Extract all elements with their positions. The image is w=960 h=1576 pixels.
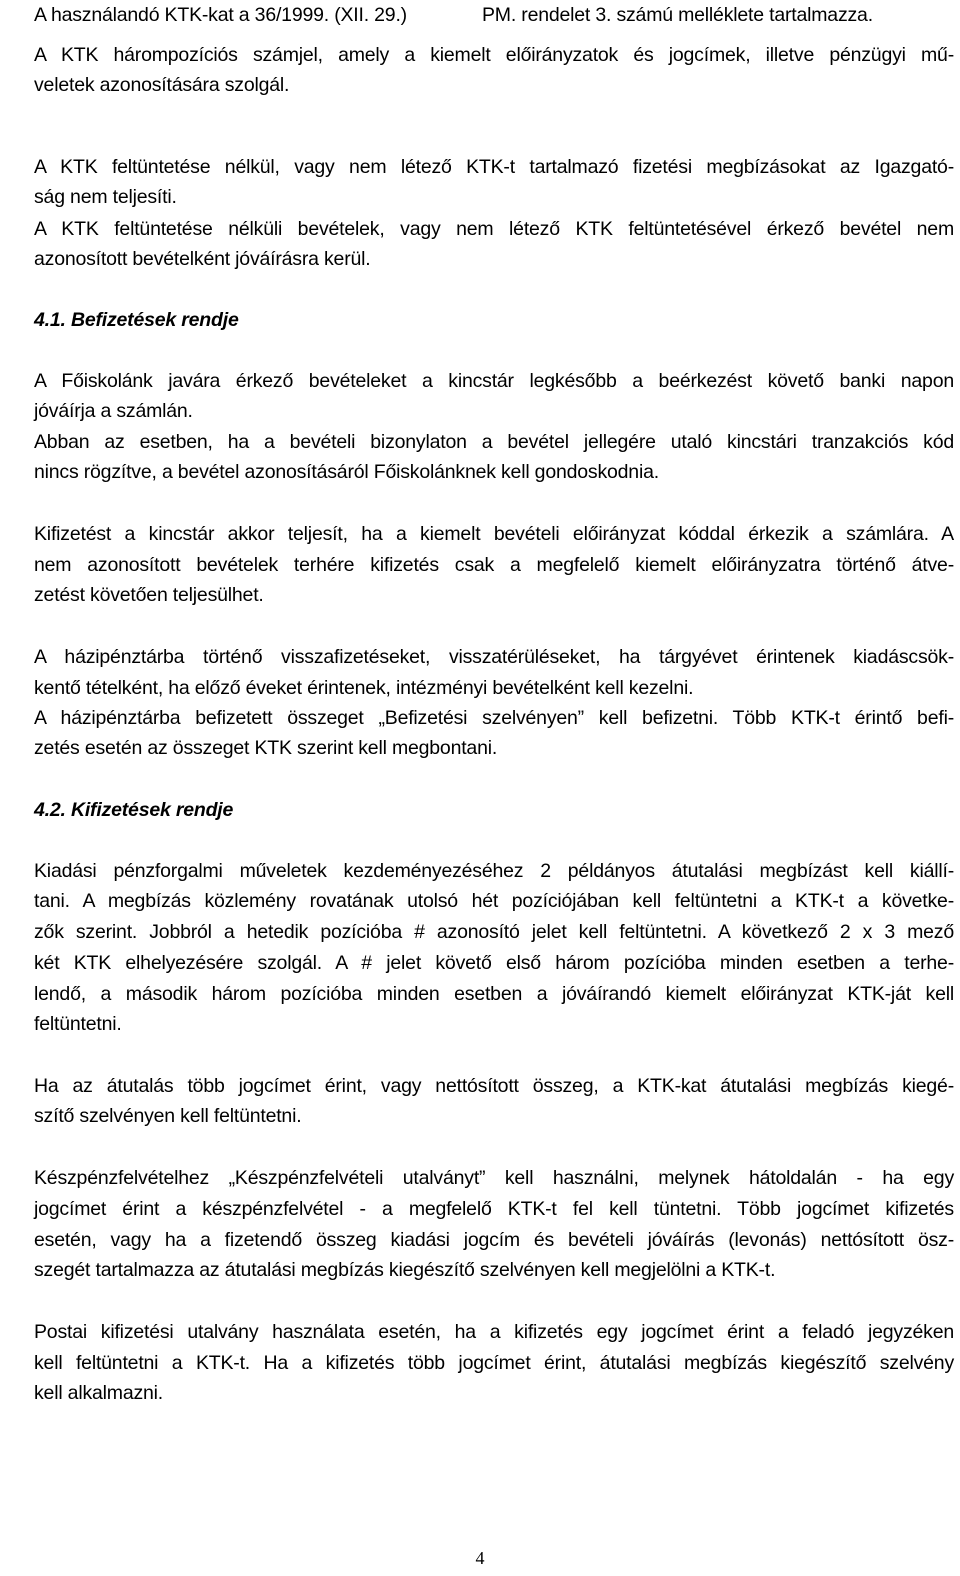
s41-p3-line-2: nem azonosított bevételek terhére kifizetés csak a megfelelő kiemelt előirányzatra történő átve-	[34, 554, 954, 576]
s42-p3-line-2: jogcímet érint a készpénzfelvétel - a megfelelő KTK-t fel kell tüntetni. Több jogcímet kifizetés	[34, 1198, 954, 1220]
s42-p1-line-5: lendő, a második három pozícióba minden esetben a jóváírandó kiemelt előirányzat KTK-ját kell	[34, 983, 954, 1005]
s41-p3-line-3: zetést követően teljesülhet.	[34, 584, 264, 606]
s41-p1-line-2: jóváírja a számlán.	[34, 400, 193, 422]
intro-p1-line-2: veletek azonosítására szolgál.	[34, 74, 290, 96]
s42-p1-line-1: Kiadási pénzforgalmi műveletek kezdeményezéséhez 2 példányos átutalási megbízást kell kiállí-	[34, 860, 954, 882]
s41-p1-line-1: A Főiskolánk javára érkező bevételeket a kincstár legkésőbb a beérkezést követő banki napon	[34, 370, 954, 392]
intro-p2-line-2: ság nem teljesíti.	[34, 186, 177, 208]
s42-p4-line-1: Postai kifizetési utalvány használata esetén, ha a kifizetés egy jogcímet érint a feladó jegyzéken	[34, 1321, 954, 1343]
s41-p5-line-2: zetés esetén az összeget KTK szerint kell megbontani.	[34, 737, 498, 759]
intro-line-1a: A használandó KTK-kat a 36/1999. (XII. 29.)	[34, 4, 407, 26]
s42-p1-line-4: két KTK elhelyezésére szolgál. A # jelet követő első három pozícióba minden esetben a terhe-	[34, 952, 954, 974]
s41-p3-line-1: Kifizetést a kincstár akkor teljesít, ha a kiemelt bevételi előirányzat kóddal érkezik a számlára. A	[34, 523, 954, 545]
s41-p2-line-1: Abban az esetben, ha a bevételi bizonylaton a bevétel jellegére utaló kincstári tranzakciós kód	[34, 431, 954, 453]
section-4-1-heading: 4.1. Befizetések rendje	[34, 309, 239, 331]
s42-p1-line-6: feltüntetni.	[34, 1013, 122, 1035]
s41-p5-line-1: A házipénztárba befizetett összeget „Befizetési szelvényen” kell befizetni. Több KTK-t érintő befi-	[34, 707, 954, 729]
s41-p4-line-1: A házipénztárba történő visszafizetéseket, visszatérüléseket, ha tárgyévet érintenek kiadáscsök-	[34, 646, 954, 668]
intro-p2-line-1: A KTK feltüntetése nélkül, vagy nem létező KTK-t tartalmazó fizetési megbízásokat az Igazgató-	[34, 156, 954, 178]
s41-p4-line-2: kentő tételként, ha előző éveket érintenek, intézményi bevételként kell kezelni.	[34, 677, 694, 699]
intro-line-1b: PM. rendelet 3. számú melléklete tartalmazza.	[482, 4, 873, 26]
s42-p4-line-3: kell alkalmazni.	[34, 1382, 164, 1404]
s42-p3-line-1: Készpénzfelvételhez „Készpénzfelvételi utalványt” kell használni, melynek hátoldalán - ha egy	[34, 1167, 954, 1189]
s42-p1-line-2: tani. A megbízás közlemény rovatának utolsó hét pozíciójában kell feltüntetni a KTK-t a követke-	[34, 890, 954, 912]
s42-p3-line-3: esetén, vagy ha a fizetendő összeg kiadási jogcím és bevételi jóváírás (levonás) nettósított ösz-	[34, 1229, 954, 1251]
s42-p1-line-3: zők szerint. Jobbról a hetedik pozícióba # azonosító jelet kell feltüntetni. A következő 2 x 3 mező	[34, 921, 954, 943]
intro-p3-line-2: azonosított bevételként jóváírásra kerül.	[34, 248, 371, 270]
section-4-2-heading: 4.2. Kifizetések rendje	[34, 799, 234, 821]
s42-p4-line-2: kell feltüntetni a KTK-t. Ha a kifizetés több jogcímet érint, átutalási megbízás kiegészítő szelvény	[34, 1352, 954, 1374]
s42-p2-line-1: Ha az átutalás több jogcímet érint, vagy nettósított összeg, a KTK-kat átutalási megbízás kiegé-	[34, 1075, 954, 1097]
s42-p2-line-2: szítő szelvényen kell feltüntetni.	[34, 1105, 302, 1127]
page-number: 4	[475, 1548, 485, 1568]
intro-p3-line-1: A KTK feltüntetése nélküli bevételek, vagy nem létező KTK feltüntetésével érkező bevétel nem	[34, 218, 954, 240]
intro-p1-line-1: A KTK hárompozíciós számjel, amely a kiemelt előirányzatok és jogcímek, illetve pénzügyi mű-	[34, 44, 954, 66]
s42-p3-line-4: szegét tartalmazza az átutalási megbízás kiegészítő szelvényen kell megjelölni a KTK-t.	[34, 1259, 776, 1281]
s41-p2-line-2: nincs rögzítve, a bevétel azonosításáról Főiskolánknek kell gondoskodnia.	[34, 461, 659, 483]
